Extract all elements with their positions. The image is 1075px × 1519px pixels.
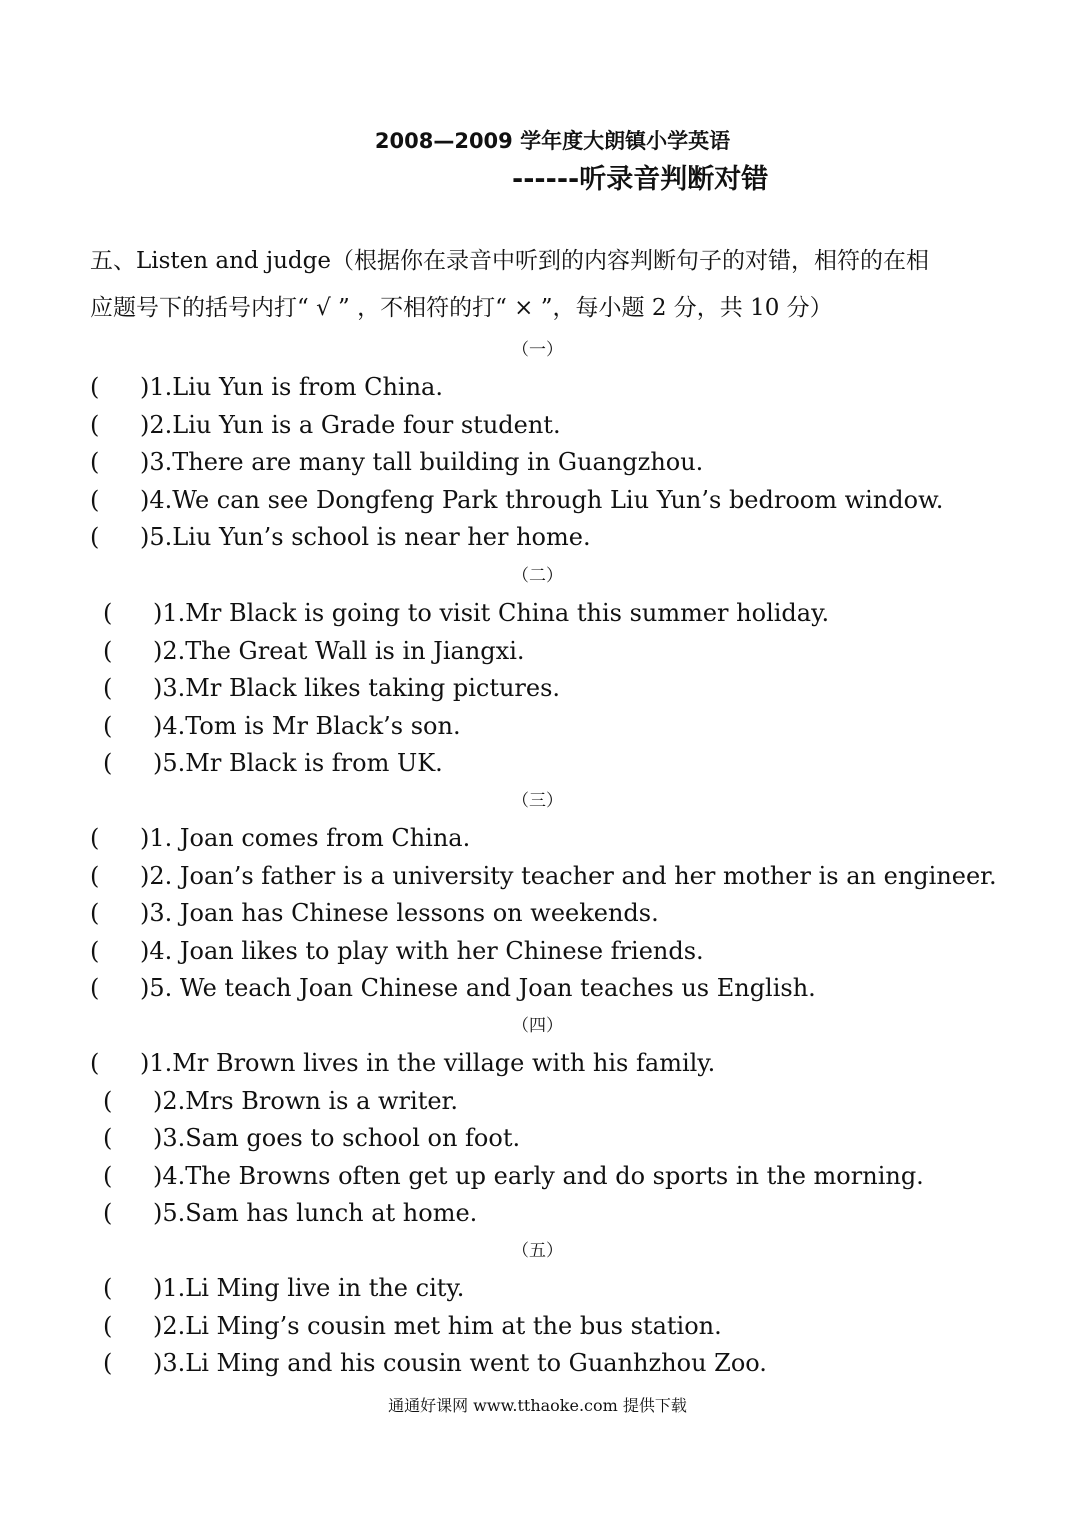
section-label: （三）: [512, 791, 563, 811]
question-item: [0, 482, 1075, 520]
answer-paren-open: (: [103, 1349, 113, 1377]
answer-paren-open: (: [103, 711, 113, 740]
question-text: )3. Joan has Chinese lessons on weekends.: [140, 899, 659, 927]
section-label: （五）: [512, 1241, 563, 1261]
question-item: [0, 407, 1075, 445]
question-item: [0, 933, 1075, 971]
question-text: )1. Joan comes from China.: [140, 824, 471, 852]
section: [0, 1007, 1075, 1233]
question-item: [0, 970, 1075, 1008]
answer-paren-open: (: [103, 674, 113, 702]
answer-paren-open: (: [90, 974, 100, 1002]
instruction-line-2: 应题号下的括号内打“ √ ” ，不相符的打“ × ”，每小题 2 分，共 10 分）: [90, 295, 833, 321]
instruction-line-1: 五、Listen and judge（根据你在录音中听到的内容判断句子的对错，相符的在相: [90, 248, 929, 274]
question-item: [0, 1195, 1075, 1233]
question-item: [0, 858, 1075, 896]
section-label: （二）: [512, 566, 563, 586]
question-item: [0, 1083, 1075, 1121]
page-subtitle: ------听录音判断对错: [512, 164, 769, 195]
section: [0, 782, 1075, 1008]
answer-paren-open: (: [103, 1086, 113, 1115]
question-text: )5.Mr Black is from UK.: [153, 749, 443, 777]
answer-paren-open: (: [103, 636, 113, 665]
question-item: [0, 369, 1075, 407]
section: [0, 331, 1075, 557]
question-item: [0, 895, 1075, 933]
question-item: [0, 670, 1075, 708]
answer-paren-open: (: [103, 1274, 113, 1302]
question-text: )3.Li Ming and his cousin went to Guanhzhou Zoo.: [153, 1349, 767, 1377]
question-item: [0, 595, 1075, 633]
section-label: （一）: [512, 340, 563, 360]
question-text: )5.Liu Yun’s school is near her home.: [140, 523, 591, 551]
answer-paren-open: (: [90, 523, 100, 551]
answer-paren-open: (: [103, 1124, 113, 1152]
answer-paren-open: (: [103, 749, 113, 777]
question-item: [0, 1270, 1075, 1308]
answer-paren-open: (: [90, 485, 100, 514]
question-text: )5.Sam has lunch at home.: [153, 1199, 478, 1227]
question-text: )2.Liu Yun is a Grade four student.: [140, 410, 561, 439]
question-text: )2. Joan’s father is a university teacher and her mother is an engineer.: [140, 861, 997, 890]
question-item: [0, 519, 1075, 557]
answer-paren-open: (: [90, 936, 100, 965]
question-text: )3.Mr Black likes taking pictures.: [153, 674, 561, 702]
answer-paren-open: (: [103, 599, 113, 627]
answer-paren-open: (: [103, 1161, 113, 1190]
question-item: [0, 708, 1075, 746]
question-item: [0, 745, 1075, 783]
question-text: )2.Li Ming’s cousin met him at the bus station.: [153, 1311, 722, 1340]
question-text: )4.We can see Dongfeng Park through Liu Yun’s bedroom window.: [140, 485, 944, 514]
question-item: [0, 444, 1075, 482]
answer-paren-open: (: [90, 1049, 100, 1077]
question-text: )3.Sam goes to school on foot.: [153, 1124, 521, 1152]
answer-paren-open: (: [90, 410, 100, 439]
question-text: )5. We teach Joan Chinese and Joan teaches us English.: [140, 974, 816, 1002]
question-text: )1.Li Ming live in the city.: [153, 1274, 465, 1302]
section: [0, 557, 1075, 783]
answer-paren-open: (: [90, 899, 100, 927]
instructions: [90, 238, 995, 332]
answer-paren-open: (: [90, 861, 100, 890]
answer-paren-open: (: [90, 448, 100, 476]
answer-paren-open: (: [103, 1199, 113, 1227]
question-item: [0, 1308, 1075, 1346]
footer-credit: 通通好课网 www.tthaoke.com 提供下载: [388, 1396, 687, 1415]
question-text: )1.Liu Yun is from China.: [140, 373, 443, 401]
section-label: （四）: [512, 1016, 563, 1036]
question-text: )4.The Browns often get up early and do sports in the morning.: [153, 1161, 924, 1190]
answer-paren-open: (: [90, 824, 100, 852]
question-text: )2.Mrs Brown is a writer.: [153, 1086, 459, 1115]
question-text: )4. Joan likes to play with her Chinese friends.: [140, 936, 704, 965]
question-text: )1.Mr Black is going to visit China this summer holiday.: [153, 599, 830, 627]
question-text: )1.Mr Brown lives in the village with his family.: [140, 1049, 716, 1077]
question-item: [0, 1045, 1075, 1083]
question-item: [0, 1345, 1075, 1383]
question-item: [0, 633, 1075, 671]
question-item: [0, 820, 1075, 858]
answer-paren-open: (: [90, 373, 100, 401]
question-item: [0, 1158, 1075, 1196]
question-text: )4.Tom is Mr Black’s son.: [153, 711, 461, 740]
answer-paren-open: (: [103, 1311, 113, 1340]
question-item: [0, 1120, 1075, 1158]
question-text: )2.The Great Wall is in Jiangxi.: [153, 636, 525, 665]
section: [0, 1232, 1075, 1383]
question-text: )3.There are many tall building in Guangzhou.: [140, 448, 704, 476]
page-title: 2008—2009 学年度大朗镇小学英语: [374, 129, 731, 153]
